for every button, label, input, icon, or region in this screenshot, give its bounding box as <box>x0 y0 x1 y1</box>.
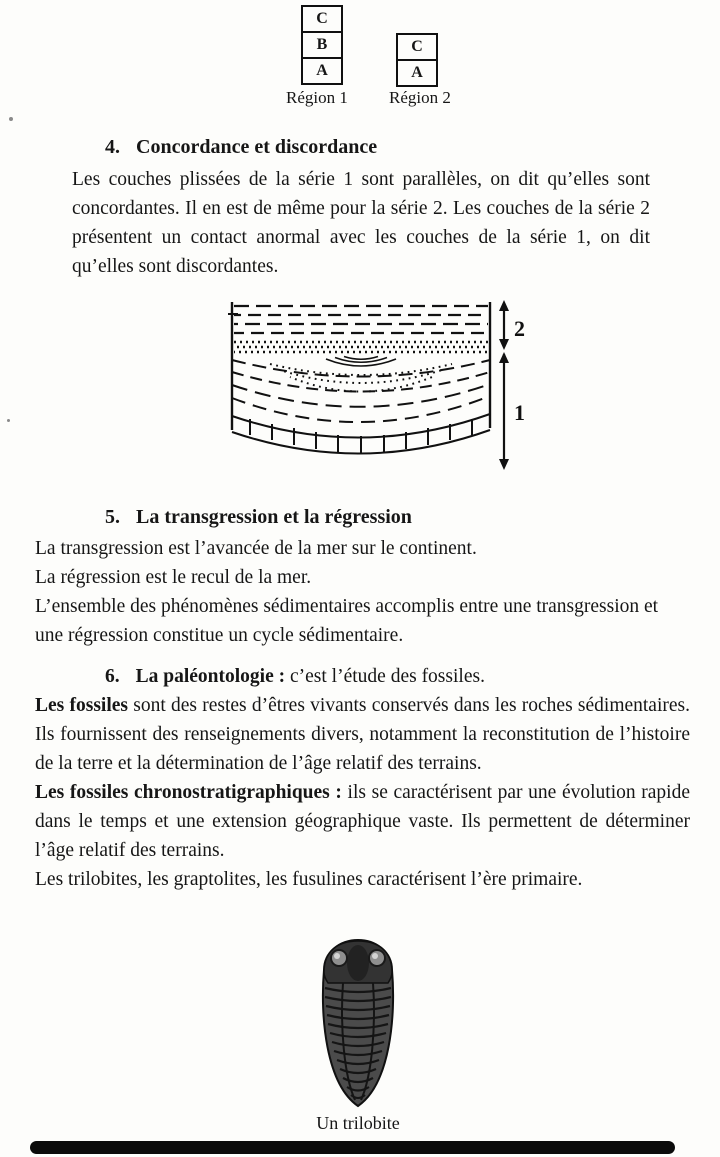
stratigraphic-columns-figure <box>0 0 720 115</box>
series-2-label: 2 <box>514 316 525 341</box>
region1-caption: Région 1 <box>286 88 348 107</box>
section-4-number: 4. <box>105 136 120 158</box>
section-6-body <box>35 662 690 894</box>
fossils-text: sont des restes d’êtres vivants conservés dans les roches sédimentaires. Ils fournissent des renseignements divers, notamment la reconstitution de l’histoire de la terre et la détermination de l’âge relatif des terrains. <box>35 695 690 774</box>
scan-edge-bar <box>30 1141 675 1154</box>
chronostratigraphic-text: ils se caractérisent par une évolution rapide dans le temps et une extension géographique vaste. Ils permettent de déterminer l’âge relatif des terrains. <box>35 782 690 861</box>
region1-column <box>301 5 343 85</box>
section-5-title: La transgression et la régression <box>136 506 412 528</box>
regression-definition: La régression est le recul de la mer. <box>35 567 312 588</box>
section-4-paragraph: Les couches plissées de la série 1 sont parallèles, on dit qu’elles sont concordantes. Il en est de même pour la série 2. Les couches de la série 2 présentent un contact anormal avec les couches de la série 1, on dit qu’elles sont discordantes. <box>72 169 650 277</box>
trilobite-caption: Un trilobite <box>316 1113 400 1133</box>
section-6-heading <box>35 662 690 691</box>
section-5-number: 5. <box>105 506 120 528</box>
chronostratigraphic-fossils-paragraph <box>35 778 690 865</box>
scan-speck <box>9 117 13 121</box>
transgression-definition: La transgression est l’avancée de la mer sur le continent. <box>35 538 477 559</box>
primary-era-paragraph: Les trilobites, les graptolites, les fusulines caractérisent l’ère primaire. <box>35 869 583 890</box>
layer-cell-c: C <box>396 33 438 61</box>
layer-cell-b: B <box>301 31 343 59</box>
section-6-number: 6. <box>105 666 120 687</box>
section-4-heading <box>105 136 377 159</box>
series-2-extent-arrow <box>499 300 509 350</box>
section-6-title-suffix: c’est l’étude des fossiles. <box>285 666 485 687</box>
cross-section-figure <box>228 298 528 476</box>
sedimentary-cycle-definition: L’ensemble des phénomènes sédimentaires accomplis entre une transgression et une régression constitue un cycle sédimentaire. <box>35 596 659 646</box>
region2-column <box>396 33 438 87</box>
series-1-label: 1 <box>514 400 525 425</box>
layer-cell-c: C <box>301 5 343 33</box>
section-5-heading <box>105 506 412 529</box>
series-1-extent-arrow <box>499 352 509 470</box>
fossils-paragraph <box>35 691 690 778</box>
chronostratigraphic-term: Les fossiles chronostratigraphiques : <box>35 782 342 803</box>
layer-cell-a: A <box>396 59 438 87</box>
region2-caption: Région 2 <box>389 88 451 107</box>
section-5-body <box>35 534 690 650</box>
trilobite-illustration <box>312 936 404 1110</box>
section-4-title: Concordance et discordance <box>136 136 378 158</box>
section-6-title: La paléontologie : <box>135 666 286 687</box>
layer-cell-a: A <box>301 57 343 85</box>
scan-speck <box>7 419 10 422</box>
fossils-term: Les fossiles <box>35 695 128 716</box>
